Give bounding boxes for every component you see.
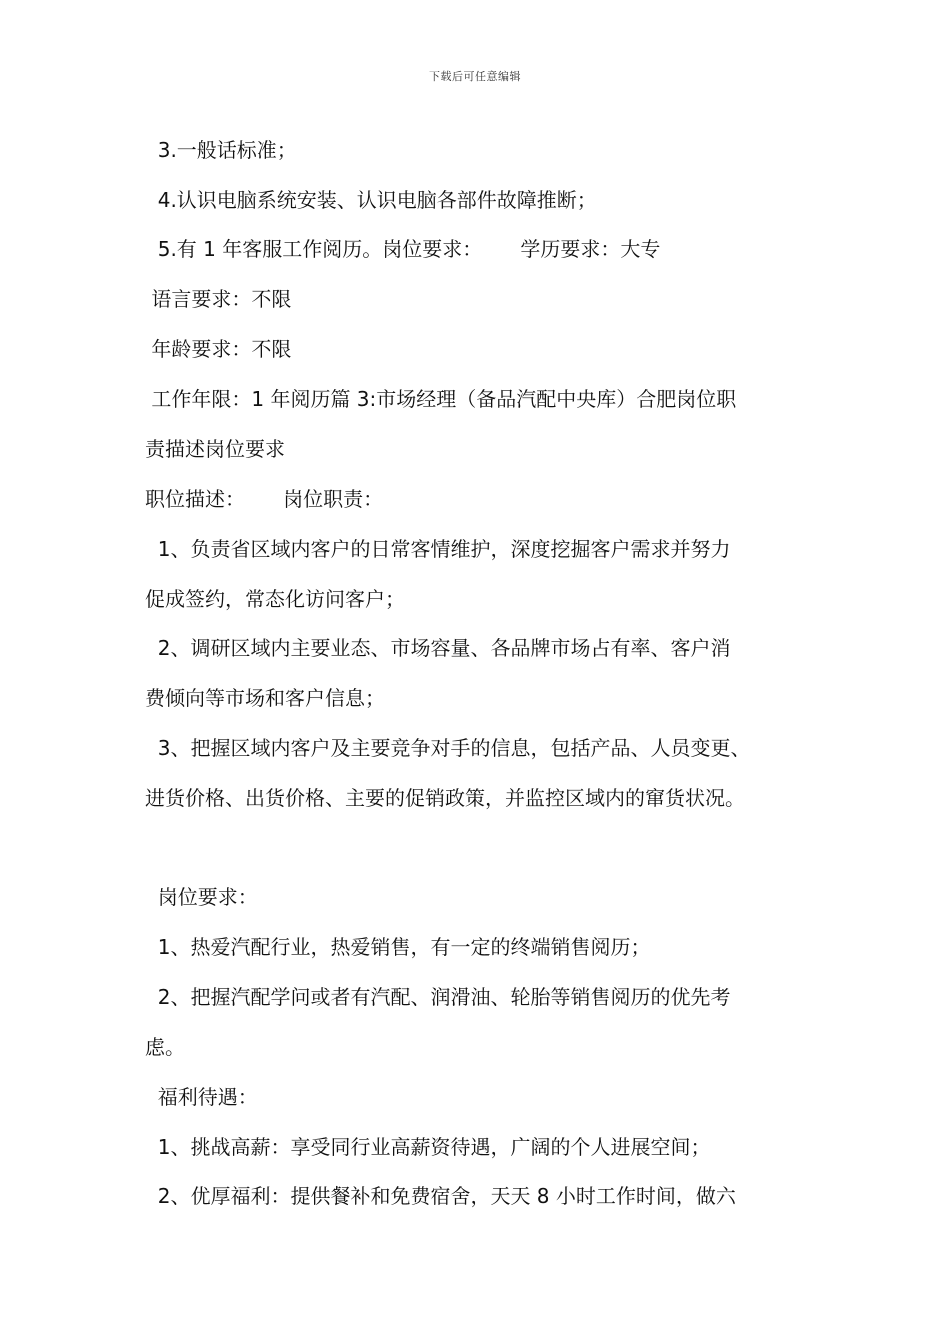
text-line: 费倾向等市场和客户信息； xyxy=(145,686,385,710)
text-line: 5.有 1 年客服工作阅历。岗位要求： 学历要求：大专 xyxy=(145,237,661,261)
text-line: 职位描述： 岗位职责： xyxy=(145,487,384,511)
text-line: 2、把握汽配学问或者有汽配、润滑油、轮胎等销售阅历的优先考 xyxy=(145,985,731,1009)
text-line: 3、把握区域内客户及主要竞争对手的信息，包括产品、人员变更、 xyxy=(145,736,751,760)
text-line: 虑。 xyxy=(145,1035,185,1059)
text-line: 2、优厚福利：提供餐补和免费宿舍，天天 8 小时工作时间，做六 xyxy=(145,1184,736,1208)
text-line: 4.认识电脑系统安装、认识电脑各部件故障推断； xyxy=(145,188,597,212)
text-line: 语言要求：不限 xyxy=(145,287,292,311)
text-line: 1、负责省区域内客户的日常客情维护，深度挖掘客户需求并努力 xyxy=(145,537,731,561)
text-line: 工作年限：1 年阅历篇 3:市场经理（备品汽配中央库）合肥岗位职 xyxy=(145,387,737,411)
text-line: 促成签约，常态化访问客户； xyxy=(145,587,405,611)
text-line: 3.一般话标准； xyxy=(145,138,297,162)
text-line: 岗位要求： xyxy=(145,885,258,909)
text-line: 进货价格、出货价格、主要的促销政策，并监控区域内的窜货状况。 xyxy=(145,786,745,810)
text-line: 2、调研区域内主要业态、市场容量、各品牌市场占有率、客户消 xyxy=(145,636,731,660)
text-line: 1、挑战高薪：享受同行业高薪资待遇，广阔的个人进展空间； xyxy=(145,1135,711,1159)
text-line: 责描述岗位要求 xyxy=(145,437,285,461)
text-line: 福利待遇： xyxy=(145,1085,258,1109)
page-header: 下载后可任意编辑 xyxy=(429,70,521,83)
text-line: 1、热爱汽配行业，热爱销售，有一定的终端销售阅历； xyxy=(145,935,651,959)
text-line: 年龄要求：不限 xyxy=(145,337,292,361)
